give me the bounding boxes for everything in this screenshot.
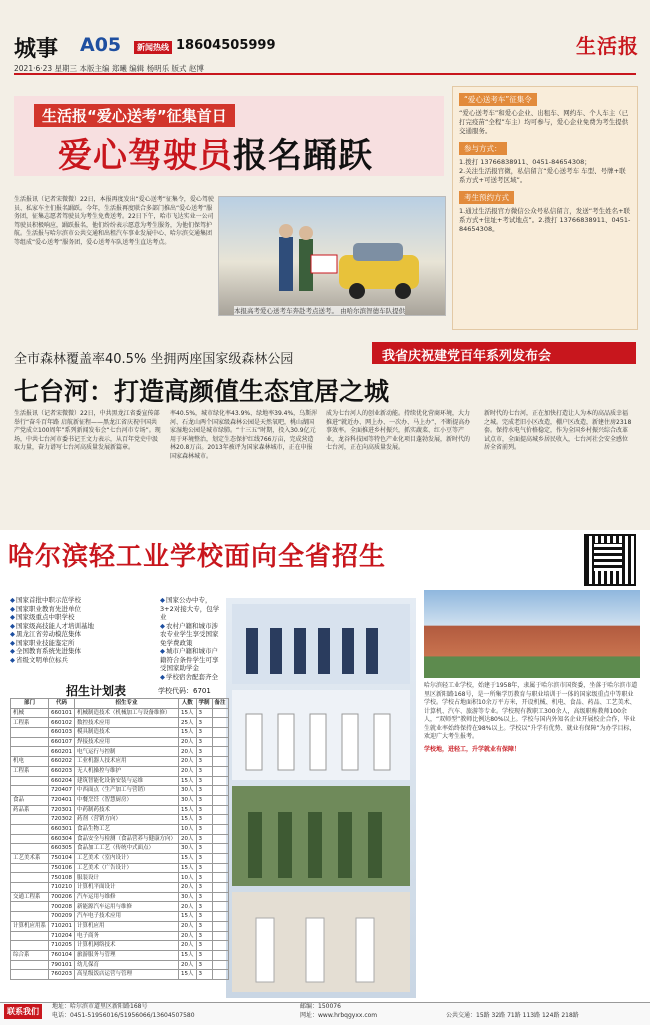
table-cell: 760104 <box>49 950 75 960</box>
table-cell <box>11 844 49 854</box>
table-cell <box>11 960 49 970</box>
table-cell <box>212 805 228 815</box>
table-cell: 10人 <box>179 824 197 834</box>
table-cell: 无人机操控与维护 <box>75 766 179 776</box>
table-cell: 食品生物工艺 <box>75 824 179 834</box>
table-cell: 15人 <box>179 805 197 815</box>
table-cell: 计算机应用系 <box>11 921 49 931</box>
table-row <box>11 863 229 873</box>
table-cell <box>212 931 228 941</box>
table-cell: 交通工程系 <box>11 892 49 902</box>
header-cell: 学制 <box>196 699 212 709</box>
table-cell: 30人 <box>179 844 197 854</box>
table-cell: 30人 <box>179 786 197 796</box>
table-cell <box>212 834 228 844</box>
story1-headline-black: 报名踊跃 <box>233 136 373 176</box>
table-cell: 综合系 <box>11 950 49 960</box>
table-cell: 3 <box>196 824 212 834</box>
table-cell: 700209 <box>49 912 75 922</box>
table-cell: 3 <box>196 883 212 893</box>
sidebar-contact-2: 2.关注生活报官微，私信留言“爱心送考车 车型、号牌+联系方式+可送考区域”。 <box>459 167 626 184</box>
table-row <box>11 921 229 931</box>
newspaper-logo: 生活报 <box>576 34 639 58</box>
table-cell: 660201 <box>49 747 75 757</box>
table-row <box>11 786 229 796</box>
table-cell <box>11 815 49 825</box>
table-cell <box>212 892 228 902</box>
table-cell: 3 <box>196 795 212 805</box>
table-cell: 20人 <box>179 902 197 912</box>
table-cell: 660102 <box>49 718 75 728</box>
table-cell <box>212 718 228 728</box>
table-cell: 3 <box>196 747 212 757</box>
table-cell: 660101 <box>49 708 75 718</box>
table-cell <box>212 708 228 718</box>
section-title: 城事 <box>14 36 59 62</box>
table-cell <box>212 950 228 960</box>
table-cell: 机电 <box>11 757 49 767</box>
table-cell: 3 <box>196 863 212 873</box>
table-cell: 中餐烹饪（智慧厨房） <box>75 795 179 805</box>
table-cell: 电气运行与控制 <box>75 747 179 757</box>
table-cell: 中药制药技术 <box>75 805 179 815</box>
table-cell: 药剂（营销方向） <box>75 815 179 825</box>
table-cell: 660103 <box>49 728 75 738</box>
table-row <box>11 883 229 893</box>
table-row <box>11 950 229 960</box>
story1-headline <box>58 128 373 177</box>
table-cell: 20人 <box>179 931 197 941</box>
feature-item: ◆ 学校宿舍配套齐全 <box>160 673 224 682</box>
table-cell <box>212 737 228 747</box>
footer-phone: 电话：0451-51956016/51956066/13604507580 <box>52 1012 195 1019</box>
table-cell: 计算机应用 <box>75 921 179 931</box>
sidebar-contact-1: 1.拨打 13766838911、0451-84654308； <box>459 158 591 166</box>
table-cell <box>212 941 228 951</box>
taxi-photo-illustration <box>219 197 445 315</box>
table-row <box>11 844 229 854</box>
table-cell: 3 <box>196 941 212 951</box>
table-cell: 3 <box>196 970 212 980</box>
table-cell: 旅游服务与管理 <box>75 950 179 960</box>
table-cell: 700208 <box>49 902 75 912</box>
story1-photo <box>218 196 446 316</box>
story2-column-3: 成为七台河人的创业新动能。持续优化营商环境，大力推进“就近办、网上办、一次办、马上办”，不断提高办事效率。全面推进乡村振兴，抓实蔬菜、红小豆等产业，龙谷科技园等特色产业化项目蓬勃发展，新时代的七台河，正在向高质量发展。 <box>326 410 471 451</box>
table-cell <box>11 834 49 844</box>
header-cell: 部门 <box>11 699 49 709</box>
section-code: A05 <box>80 34 122 56</box>
table-cell: 焊接技术应用 <box>75 737 179 747</box>
table-cell: 3 <box>196 737 212 747</box>
header-cell: 代码 <box>49 699 75 709</box>
table-cell: 750106 <box>49 863 75 873</box>
table-cell: 工艺美术系 <box>11 854 49 864</box>
footer-website: 网址：www.hrbqgyxx.com <box>300 1012 378 1019</box>
table-cell: 20人 <box>179 883 197 893</box>
table-cell <box>212 815 228 825</box>
table-cell <box>212 728 228 738</box>
table-cell: 660204 <box>49 776 75 786</box>
table-cell <box>212 824 228 834</box>
table-cell: 数控技术应用 <box>75 718 179 728</box>
ad-features-list <box>10 596 160 664</box>
table-cell <box>212 757 228 767</box>
table-cell: 20人 <box>179 834 197 844</box>
table-cell <box>212 921 228 931</box>
school-intro: 哈尔滨轻工业学校，始建于1958年，隶属于哈尔滨市国资委，坐落于哈尔滨市道里区新阳路168号，是一所集学历教育与职业培训于一体的国家级重点中等职业学校。学校占地面积10余万平方米，开设机械、机电、食品、药品、工艺美术、计算机、汽车、旅游等专业。学校现有教职工300余人，高级职称教师100余人，“双师型”教师比例达80%以上。学校与国内外知名企业开展校企合作，毕业生就业率始终保持在98%以上。学校以“升学有优势、就业有保障”为办学目标，欢迎广大考生报考。 <box>424 682 638 740</box>
table-cell <box>11 728 49 738</box>
table-cell <box>212 844 228 854</box>
table-cell: 机械制造技术（机械加工与设备维修） <box>75 708 179 718</box>
table-cell: 汽车电子技术应用 <box>75 912 179 922</box>
table-cell <box>212 883 228 893</box>
header-cell: 招生专业 <box>75 699 179 709</box>
table-cell <box>212 902 228 912</box>
sidebar-intro: “爱心送考车”和爱心企业、出租车、网约车、个人车主（已打完疫苗“全程”车主）均可参与，爱心企业免费为考生提供交通服务。 <box>459 109 629 135</box>
table-cell: 3 <box>196 873 212 883</box>
feature-item: ◆ 国家级高技能人才培训基地 <box>10 622 160 631</box>
table-cell <box>11 941 49 951</box>
table-cell: 计算机平面设计 <box>75 883 179 893</box>
table-cell: 工程系 <box>11 766 49 776</box>
table-cell: 3 <box>196 921 212 931</box>
feature-item: ◆ 农村户籍和城市涉农专业学生享受国家免学费政策 <box>160 622 224 648</box>
story2-column-2: 率40.5%，城市绿化率43.9%、绿地率39.4%，乌斯浑河、石龙山两个国家级森林公园是天然氧吧，桃山湖国家湿地公园是城市绿肺。“十三五”时期，投入30.9亿元用于环境整治，划定生态保护红线766万亩，完成营造林20.8万亩。2013年被评为国家森林城市，正在申报国家森林城市。 <box>170 410 318 460</box>
table-row <box>11 854 229 864</box>
table-cell: 660202 <box>49 757 75 767</box>
table-cell: 10人 <box>179 873 197 883</box>
table-cell: 汽车运用与维修 <box>75 892 179 902</box>
story2-subhead: 全市森林覆盖率40.5% 坐拥两座国家级森林公园 <box>14 352 294 367</box>
table-cell: 服装设计 <box>75 873 179 883</box>
table-cell: 3 <box>196 834 212 844</box>
table-cell: 20人 <box>179 757 197 767</box>
table-row <box>11 757 229 767</box>
table-cell: 电子商务 <box>75 931 179 941</box>
table-cell: 720302 <box>49 815 75 825</box>
table-row <box>11 873 229 883</box>
table-cell: 工艺美术（广告设计） <box>75 863 179 873</box>
table-cell: 30人 <box>179 795 197 805</box>
table-cell: 3 <box>196 766 212 776</box>
table-cell: 3 <box>196 902 212 912</box>
table-cell: 660305 <box>49 844 75 854</box>
table-cell: 3 <box>196 776 212 786</box>
enrollment-plan-table <box>10 698 226 980</box>
table-row <box>11 970 229 980</box>
sidebar-title: “爱心送考车”征集令 <box>459 93 537 106</box>
student-photos <box>226 598 416 998</box>
table-cell <box>11 786 49 796</box>
table-cell: 3 <box>196 805 212 815</box>
feature-item: ◆ 省级文明单位标兵 <box>10 656 160 665</box>
hotline-number: 18604505999 <box>176 38 276 53</box>
table-cell: 660301 <box>49 824 75 834</box>
table-cell: 食品 <box>11 795 49 805</box>
table-cell: 20人 <box>179 737 197 747</box>
table-cell: 3 <box>196 757 212 767</box>
header-cell: 人数 <box>179 699 197 709</box>
table-cell: 660304 <box>49 834 75 844</box>
table-row <box>11 805 229 815</box>
table-row <box>11 718 229 728</box>
table-cell: 3 <box>196 960 212 970</box>
student-photos-illustration <box>226 598 416 998</box>
table-row <box>11 931 229 941</box>
table-cell: 3 <box>196 728 212 738</box>
table-cell: 750108 <box>49 873 75 883</box>
table-row <box>11 795 229 805</box>
table-cell <box>212 960 228 970</box>
table-cell: 20人 <box>179 941 197 951</box>
table-cell <box>212 912 228 922</box>
header-cell: 备注 <box>212 699 228 709</box>
story2-headline: 七台河：打造高颜值生态宜居之城 <box>14 377 390 406</box>
table-cell: 20人 <box>179 766 197 776</box>
table-cell: 15人 <box>179 912 197 922</box>
table-cell: 700206 <box>49 892 75 902</box>
table-cell <box>212 863 228 873</box>
table-row <box>11 824 229 834</box>
feature-item: ◆ 全国教育系统先进集体 <box>10 647 160 656</box>
table-cell <box>212 854 228 864</box>
table-cell: 建筑智能化设备安装与运维 <box>75 776 179 786</box>
table-cell: 20人 <box>179 960 197 970</box>
table-cell <box>11 824 49 834</box>
story2-series-label: 我省庆祝建党百年系列发布会 <box>382 349 552 364</box>
table-cell: 15人 <box>179 815 197 825</box>
table-cell: 20人 <box>179 747 197 757</box>
feature-item: ◆ 国家公办中专，3+2对接大专，包学业 <box>160 596 224 622</box>
table-cell: 3 <box>196 844 212 854</box>
table-cell: 15人 <box>179 854 197 864</box>
table-cell: 3 <box>196 892 212 902</box>
table-cell: 3 <box>196 931 212 941</box>
table-row <box>11 747 229 757</box>
table-row <box>11 815 229 825</box>
table-cell <box>11 931 49 941</box>
table-cell: 15人 <box>179 863 197 873</box>
feature-item: ◆ 国家级重点中职学校 <box>10 613 160 622</box>
school-description <box>424 682 638 754</box>
table-cell: 720401 <box>49 795 75 805</box>
plan-school-code: 学校代码：6701 <box>158 687 211 695</box>
table-cell <box>212 766 228 776</box>
table-row <box>11 766 229 776</box>
feature-item: ◆ 国家职业技能鉴定所 <box>10 639 160 648</box>
table-cell <box>212 795 228 805</box>
table-cell: 750104 <box>49 854 75 864</box>
feature-item: ◆ 国家职业教育先进单位 <box>10 605 160 614</box>
table-cell: 710205 <box>49 941 75 951</box>
table-row <box>11 960 229 970</box>
qr-code-inner <box>594 543 622 571</box>
table-cell: 3 <box>196 786 212 796</box>
table-row <box>11 892 229 902</box>
sidebar-claim-title: 考生预约方式 <box>459 191 514 204</box>
table-cell: 15人 <box>179 950 197 960</box>
table-cell <box>11 873 49 883</box>
table-cell: 15人 <box>179 776 197 786</box>
footer-bus-routes: 公共交通：15路 32路 71路 113路 124路 218路 <box>446 1012 579 1019</box>
table-cell <box>212 873 228 883</box>
campus-photo <box>424 590 640 678</box>
table-cell: 3 <box>196 708 212 718</box>
table-row <box>11 708 229 718</box>
table-cell <box>212 970 228 980</box>
table-cell: 3 <box>196 950 212 960</box>
footer-address: 地址：哈尔滨市道里区新阳路168号 <box>52 1003 148 1010</box>
table-row <box>11 902 229 912</box>
table-cell: 工业机器人技术应用 <box>75 757 179 767</box>
table-row <box>11 737 229 747</box>
table-cell: 3 <box>196 718 212 728</box>
table-cell: 工程系 <box>11 718 49 728</box>
masthead-divider <box>14 73 636 75</box>
table-row <box>11 834 229 844</box>
table-cell: 660203 <box>49 766 75 776</box>
school-slogan: 学校地，进轻工，升学就业有保障！ <box>424 745 521 753</box>
table-cell: 710210 <box>49 883 75 893</box>
footer-postcode: 邮编：150076 <box>300 1003 341 1010</box>
table-cell <box>11 970 49 980</box>
table-cell: 机械 <box>11 708 49 718</box>
story2-column-1: 生活报讯（记者宋微微）22日，中共黑龙江省委宣传部举行“奋斗百年路 启航新征程——黑龙江省庆祝中国共产党成立100周年”系列新闻发布会“七台河市专场”。现场，中共七台河市委书记王文力表示，从百年党史中汲取力量，奋力谱写七台河高质量发展新篇章。 <box>14 410 161 451</box>
table-cell: 幼儿保育 <box>75 960 179 970</box>
table-cell: 720301 <box>49 805 75 815</box>
feature-item: ◆ 国家首批中职示范学校 <box>10 596 160 605</box>
table-cell: 660107 <box>49 737 75 747</box>
table-cell <box>11 747 49 757</box>
ad-headline: 哈尔滨轻工业学校面向全省招生 <box>8 542 387 572</box>
table-cell: 模具制造技术 <box>75 728 179 738</box>
table-cell: 高星级饭店运营与管理 <box>75 970 179 980</box>
table-cell: 新能源汽车运用与维修 <box>75 902 179 912</box>
table-cell <box>11 776 49 786</box>
table-cell <box>11 737 49 747</box>
feature-item: ◆ 城市户籍和城市户籍符合条件学生可享受国家助学金 <box>160 647 224 673</box>
table-cell: 30人 <box>179 892 197 902</box>
table-cell: 3 <box>196 854 212 864</box>
footer-label: 联系我们 <box>4 1004 42 1019</box>
table-cell: 20人 <box>179 921 197 931</box>
table-cell: 710204 <box>49 931 75 941</box>
story2-column-4: 新时代的七台河，正在加快打造让人为本的高品质幸福之城。完成老旧小区改造，棚户区改造，新建住房2318套。保持水电气价格稳定，作为全国乡村振兴综合改革试点市，全面提高城乡居民收入，七台河社会安全感位居全省前列。 <box>484 410 632 451</box>
table-row <box>11 728 229 738</box>
table-cell: 15人 <box>179 970 197 980</box>
plan-title: 招生计划表 <box>66 684 127 698</box>
table-row <box>11 941 229 951</box>
page-byline: 2021·6·23 星期三 本版主编 郑曦 编辑 杨明乐 版式 赵博 <box>14 64 204 73</box>
table-cell: 25人 <box>179 718 197 728</box>
table-cell: 790101 <box>49 960 75 970</box>
table-row <box>11 776 229 786</box>
table-cell <box>212 786 228 796</box>
recruitment-sidebar <box>452 86 638 330</box>
table-cell: 15人 <box>179 728 197 738</box>
story1-headline-red: 爱心驾驶员 <box>58 136 233 176</box>
sidebar-claim: 1.通过生活报官方微信公众号私信留言，发送“考生姓名+联系方式+住址+考试地点”。2.拨打 13766838911、0451-84654308。 <box>459 207 631 233</box>
table-header-row <box>11 699 229 709</box>
table-cell: 食品加工工艺（传统中式面点） <box>75 844 179 854</box>
table-cell <box>11 902 49 912</box>
sidebar-contact-title: 参与方式： <box>459 142 507 155</box>
table-cell: 710201 <box>49 921 75 931</box>
table-cell: 食品安全与检测（食品营养与健康方向） <box>75 834 179 844</box>
table-cell <box>212 776 228 786</box>
feature-item: ◆ 黑龙江省劳动模范集体 <box>10 630 160 639</box>
table-cell: 计算机网络技术 <box>75 941 179 951</box>
table-cell <box>11 863 49 873</box>
story1-photo-caption: 本报高考爱心送考车奔赴考点送考。 由哈尔滨智德车队提供 <box>234 307 406 315</box>
story1-kicker: 生活报“爱心送考”征集首日 <box>34 104 235 127</box>
table-cell: 药品系 <box>11 805 49 815</box>
table-cell <box>11 883 49 893</box>
table-cell: 760203 <box>49 970 75 980</box>
table-cell: 15人 <box>179 708 197 718</box>
table-row <box>11 912 229 922</box>
table-cell: 中西面点（生产加工与营销） <box>75 786 179 796</box>
table-cell: 720407 <box>49 786 75 796</box>
table-cell <box>11 912 49 922</box>
table-cell: 3 <box>196 815 212 825</box>
table-cell: 工艺美术（室内设计） <box>75 854 179 864</box>
hotline-tag: 新闻热线 <box>134 41 172 54</box>
story1-body: 生活报讯（记者宋微微）22日，本报再度发出“爱心送考”征集令，爱心驾驶员、私家车主们报名踊跃。今年，生活报再度联合多部门推出“爱心送考”服务团，征集志愿者驾驶员为考生免费送考。22日下午，哈市飞达实业一公司驾驶员积极响应，踊跃报名，他们纷纷表示愿意为考生服务，为他们保驾护航。生活报与哈尔滨市公共交通和出租汽车事业发展中心、哈尔滨交通集团等组成“爱心送考”服务团，爱心送考车队送考生直达考点。 <box>14 196 214 246</box>
ad-features-list-2 <box>160 596 224 681</box>
table-cell: 3 <box>196 912 212 922</box>
table-cell <box>212 747 228 757</box>
